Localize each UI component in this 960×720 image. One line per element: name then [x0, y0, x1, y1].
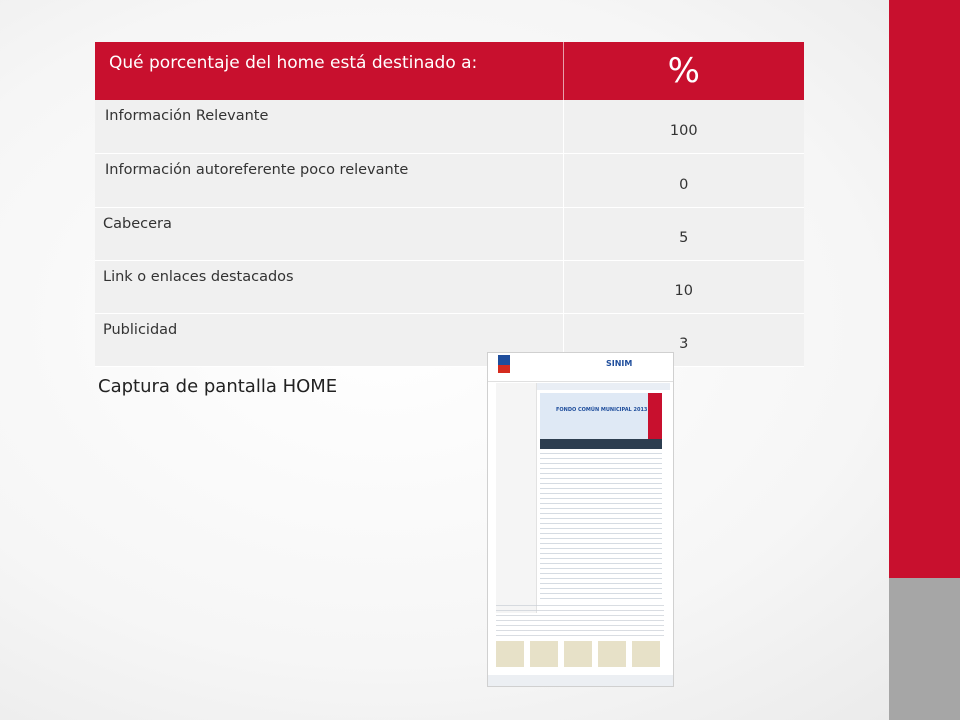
table-row [95, 154, 804, 208]
thumb-bottom-bar [488, 675, 673, 686]
side-gray-bar [889, 578, 960, 720]
thumb-nav [528, 383, 670, 390]
thumb-header [488, 353, 673, 382]
table-row [95, 208, 804, 261]
thumb-banner [540, 393, 662, 439]
row-value: 3 [563, 314, 804, 367]
thumb-logo: SINIM [606, 359, 633, 368]
thumb-flag-icon [498, 355, 510, 365]
thumb-partner-logos [496, 641, 664, 667]
thumb-banner-title: FONDO COMÚN MUNICIPAL 2013 [556, 407, 648, 413]
row-value: 100 [563, 100, 804, 154]
thumb-news-list [540, 453, 662, 603]
thumb-dark-strip [540, 439, 662, 449]
thumb-sidebar [496, 383, 537, 613]
table-row [95, 314, 804, 367]
row-value: 10 [563, 261, 804, 314]
row-value: 0 [563, 154, 804, 208]
percentage-table [95, 42, 804, 367]
header-question: Qué porcentaje del home está destinado a: [95, 42, 563, 100]
table-row [95, 100, 804, 154]
table-row [95, 261, 804, 314]
screenshot-caption: Captura de pantalla HOME [98, 376, 338, 397]
table-header-row [95, 42, 804, 100]
thumb-footer-links [496, 605, 664, 637]
thumb-banner-accent [648, 393, 662, 439]
row-label: Cabecera [95, 208, 563, 261]
homepage-screenshot-thumbnail [487, 352, 674, 687]
header-percent: % [563, 42, 804, 100]
row-label: Publicidad [95, 314, 563, 367]
thumb-flag-icon-red [498, 365, 510, 373]
row-label: Información autoreferente poco relevante [95, 154, 563, 208]
row-label: Información Relevante [95, 100, 563, 154]
row-value: 5 [563, 208, 804, 261]
side-accent-bar [889, 0, 960, 578]
row-label: Link o enlaces destacados [95, 261, 563, 314]
